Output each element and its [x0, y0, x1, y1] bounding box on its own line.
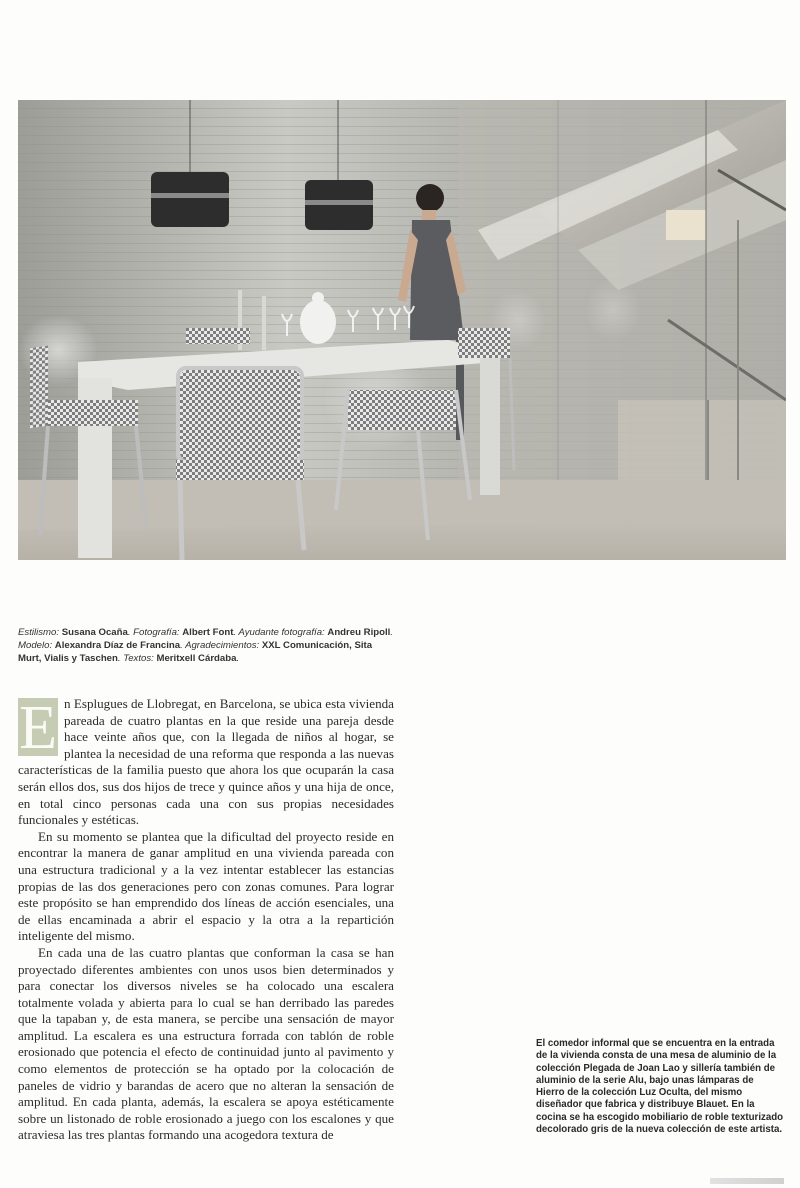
- credit-label: . Agradecimientos:: [180, 640, 262, 651]
- article-paragraph: En su momento se plantea que la dificultad del proyecto reside en encontrar la manera de ganar amplitud en una vivienda pareada con una estructura tradicional y a la vez intentar establecer las estancias propias de las dos generaciones pero con zonas comunes. Para lograr este propósito se han emprendido dos líneas de acción esenciales, una de ellas encaminada a abrir el espacio y la otra a la repartición inteligente del mismo.: [18, 828, 394, 944]
- credit-label: . Modelo:: [18, 627, 393, 651]
- credit-label: . Textos:: [117, 653, 157, 664]
- page-folio: [710, 1178, 784, 1184]
- photo-credits: [18, 626, 398, 665]
- credit-label: . Ayudante fotografía:: [233, 627, 328, 638]
- credit-label: . Fotografía:: [127, 627, 183, 638]
- credit-label: Estilismo:: [18, 627, 62, 638]
- credit-name: Susana Ocaña: [61, 627, 128, 638]
- credit-label: .: [236, 653, 240, 664]
- credit-name: XXL Comunicación, Sita Murt, Vialis y Taschen: [18, 640, 373, 664]
- credit-name: Alexandra Díaz de Francina: [54, 640, 181, 651]
- dining-room-photo: [18, 100, 786, 560]
- photo-caption: El comedor informal que se encuentra en la entrada de la vivienda consta de una mesa de aluminio de la colección Plegada de Joan Lao y sillería también de aluminio de la serie Alu, bajo unas lámparas de Hierro de la colección Luz Oculta, del mismo diseñador que fabrica y distribuye Blauet. En la cocina se ha escogido mobiliario de roble texturizado decolorado gris de la nueva colección de este artista.: [536, 1038, 784, 1136]
- drop-cap: E: [19, 694, 57, 762]
- paragraph-text: n Esplugues de Llobregat, en Barcelona, se ubica esta vivienda pareada de cuatro plantas en la que reside una pareja desde hace veinte años que, con la llegada de niños al hogar, se plantea la necesidad de una reforma que responda a las nuevas características de la familia puesto que ahora los que ocuparán la casa serán ellos dos, sus dos hijos de trece y quince años y una hija de once, en total cinco personas cada una con sus propias necesidades funcionales y estéticas.: [18, 696, 394, 828]
- article-paragraph: En cada una de las cuatro plantas que conforman la casa se han proyectado diferentes ambientes con unos usos bien determinados y para conectar los diversos niveles se ha colocado una escalera totalmente volada y abierta para lo cual se han derribado las paredes que la tapaban y, de esta manera, se percibe una sensación de mayor amplitud. La escalera es una estructura forrada con tablón de roble erosionado que potencia el efecto de continuidad junto al pavimento y como elementos de protección se ha optado por la colocación de paneles de vidrio y barandas de acero que no alteran la sensación de amplitud. En cada planta, además, la escalera se apoya estéticamente sobre un listonado de roble erosionado a juego con los escalones y que atraviesa las tres plantas formando una acogedora textura de: [18, 944, 394, 1143]
- credit-name: Albert Font: [182, 627, 234, 638]
- credit-name: Meritxell Cárdaba: [156, 653, 237, 664]
- article-paragraph: [18, 696, 394, 829]
- credit-name: Andreu Ripoll: [327, 627, 391, 638]
- article-body: [18, 696, 394, 1144]
